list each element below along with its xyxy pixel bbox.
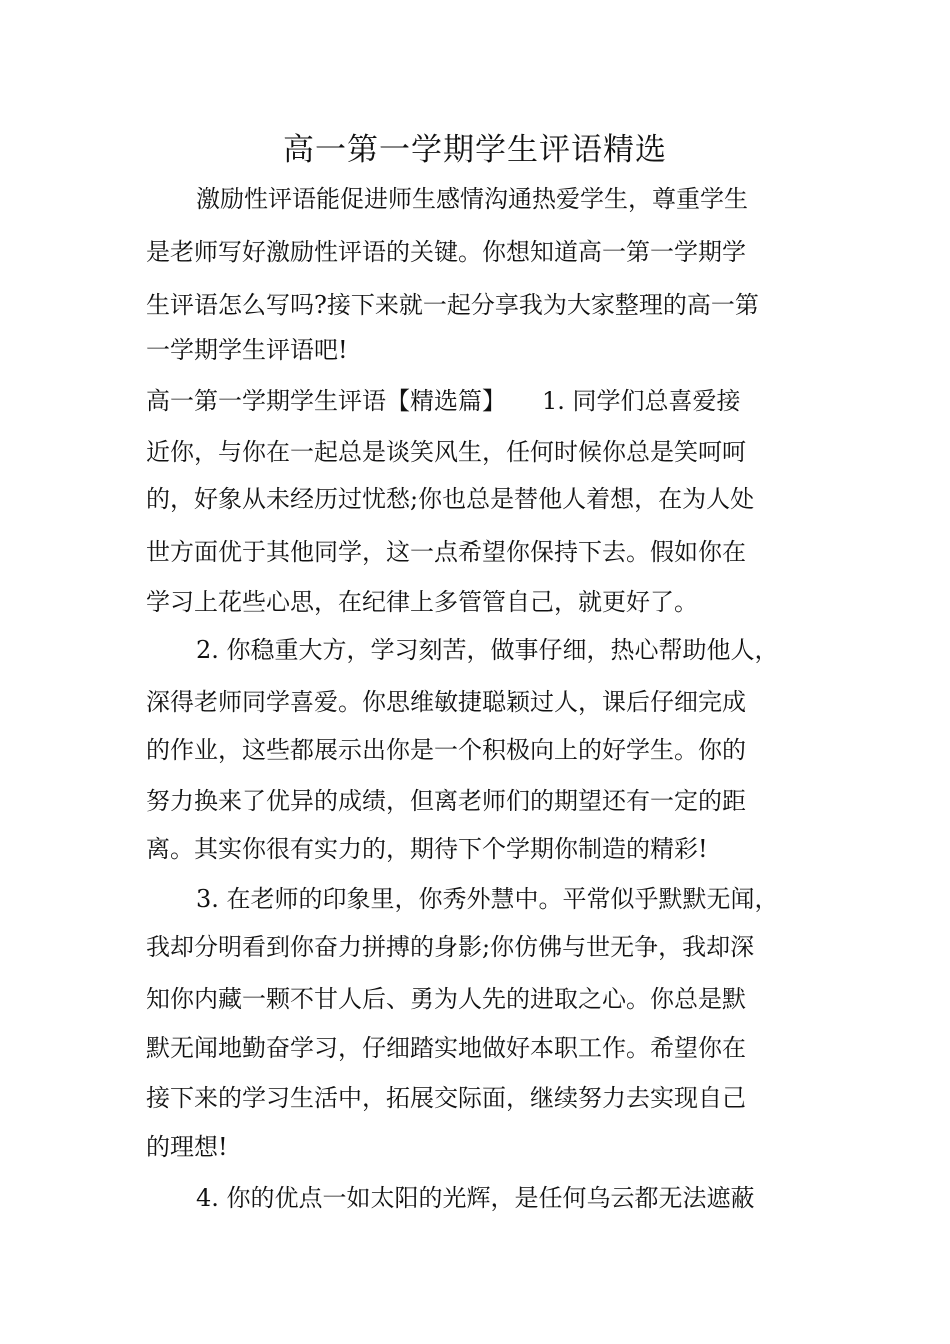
document-title: 高一第一学期学生评语精选 [283,132,667,168]
comment-1-line-5: 学习上花些心思，在纪律上多管管自己，就更好了。 [146,588,698,616]
intro-line-2: 是老师写好激励性评语的关键。你想知道高一第一学期学 [146,238,746,266]
comment-2-line-4: 努力换来了优异的成绩，但离老师们的期望还有一定的距 [146,787,746,815]
comment-1-line-4: 世方面优于其他同学，这一点希望你保持下去。假如你在 [146,538,746,566]
section-heading-line: 高一第一学期学生评语【精选篇】 1. 同学们总喜爱接 [146,387,741,415]
comment-2-line-1: 2. 你稳重大方，学习刻苦，做事仔细，热心帮助他人， [196,636,779,664]
comment-1-line-2: 近你，与你在一起总是谈笑风生，任何时候你总是笑呵呵 [146,438,746,466]
comment-3-line-6: 的理想! [146,1133,228,1161]
intro-line-1: 激励性评语能促进师生感情沟通热爱学生，尊重学生 [196,185,748,213]
comment-1-line-3: 的，好象从未经历过忧愁;你也总是替他人着想，在为人处 [146,485,755,513]
comment-3-line-5: 接下来的学习生活中，拓展交际面，继续努力去实现自己 [146,1084,746,1112]
comment-4-line-1: 4. 你的优点一如太阳的光辉，是任何乌云都无法遮蔽 [196,1184,755,1212]
comment-3-line-1: 3. 在老师的印象里，你秀外慧中。平常似乎默默无闻， [196,885,779,913]
comment-2-line-3: 的作业，这些都展示出你是一个积极向上的好学生。你的 [146,736,746,764]
comment-3-line-3: 知你内藏一颗不甘人后、勇为人先的进取之心。你总是默 [146,985,746,1013]
comment-3-line-4: 默无闻地勤奋学习，仔细踏实地做好本职工作。希望你在 [146,1034,746,1062]
intro-line-4: 一学期学生评语吧! [146,336,348,364]
comment-2-line-5: 离。其实你很有实力的，期待下个学期你制造的精彩! [146,835,708,863]
intro-line-3: 生评语怎么写吗?接下来就一起分享我为大家整理的高一第 [146,291,759,319]
comment-3-line-2: 我却分明看到你奋力拼搏的身影;你仿佛与世无争，我却深 [146,933,755,961]
comment-2-line-2: 深得老师同学喜爱。你思维敏捷聪颖过人，课后仔细完成 [146,688,746,716]
